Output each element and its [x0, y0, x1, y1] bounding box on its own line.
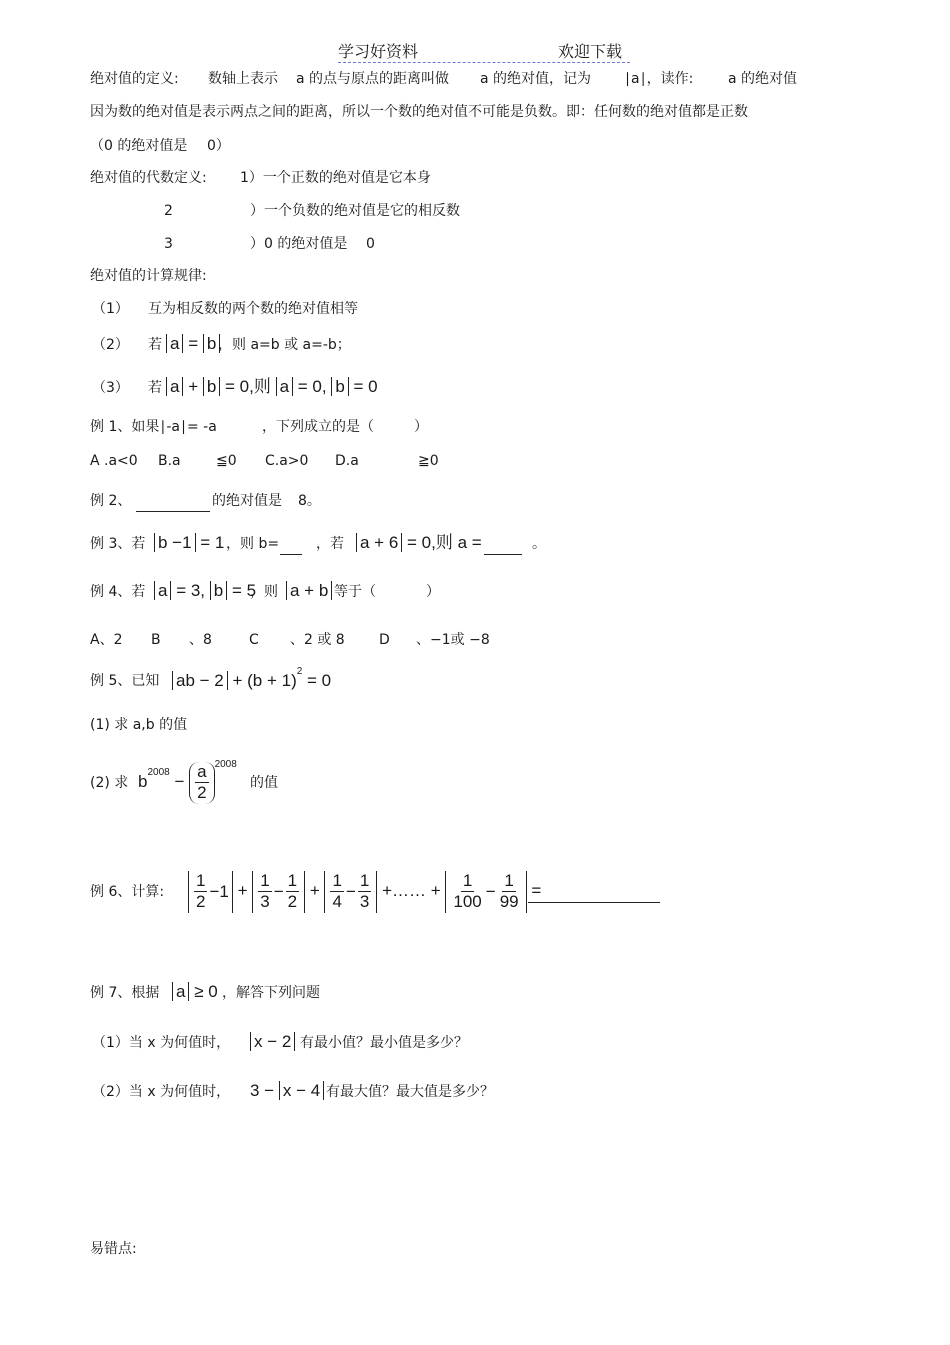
rule-2-formula: a = b [166, 334, 220, 354]
def-label: 绝对值的定义: [90, 71, 179, 87]
ex4-option-b: B [151, 632, 161, 648]
ex7-label: 例 7、根据 [90, 985, 160, 1001]
def-t5: a 的绝对值 [728, 71, 798, 87]
nonnegative-line: 因为数的绝对值是表示两点之间的距离，所以一个数的绝对值不可能是负数。即：任何数的绝对值都是正数 [90, 104, 748, 120]
zero-note-a: （0 的绝对值是 [90, 138, 188, 154]
ex7-formula: a ≥ 0 [172, 982, 218, 1002]
ex3-then: ，则 b= [226, 536, 280, 552]
ex1-question-b: ，下列成立的是（ [262, 419, 374, 435]
alg-item-2: ）一个负数的绝对值是它的相反数 [250, 203, 460, 219]
ex4-label: 例 4、若 [90, 584, 146, 600]
ex2-label: 例 2、 [90, 493, 132, 509]
ex4-option-d: D [379, 632, 390, 648]
def-t4: ∣a∣，读作: [624, 71, 694, 87]
rule-2-if: 若 [148, 337, 162, 353]
alg-item-1: 1）一个正数的绝对值是它本身 [240, 170, 431, 186]
ex6-formula: $\frac{1}{2}$ −1 + $\frac{1}{3}$ − $\frac{1}{2}$ + $\frac{1}{4}$ − $\frac{1}{3}$ +…… + $\frac{1}{100}$ − $\frac{1}{99}$ = [188, 867, 541, 915]
ex6-label: 例 6、计算: [90, 884, 165, 900]
ex3-period: 。 [532, 536, 546, 552]
ex5-sub-2-formula: $b^{2008}$ − $\frac{a}{2}$ $^{2008}$ [138, 759, 237, 803]
ex4-then: ，则 [250, 584, 278, 600]
ex1-option-d: D.a [335, 453, 359, 469]
ex4-option-a: A、2 [90, 632, 123, 648]
rule-1-num: （1） [92, 301, 129, 317]
rule-2-then: ，则 a=b 或 a=-b； [218, 337, 351, 353]
header-right: 欢迎下载 [558, 42, 623, 61]
ex6-answer-blank[interactable] [528, 882, 660, 903]
ex1-paren-close: ） [414, 419, 428, 435]
ex4-formula-1: a = 3, b = 5 [154, 581, 256, 601]
ex2-value: 8。 [298, 493, 321, 509]
ex4-paren-close: ） [426, 584, 440, 600]
def-t2: a 的点与原点的距离叫做 [296, 71, 450, 87]
ex4-equals: 等于（ [334, 584, 376, 600]
ex1-option-c: C.a>0 [265, 453, 309, 469]
rule-1-text: 互为相反数的两个数的绝对值相等 [148, 301, 358, 317]
ex2-text: 的绝对值是 [212, 493, 282, 509]
ex3-formula-1: b −1 = 1 [154, 533, 224, 553]
rule-2-num: （2） [92, 337, 129, 353]
ex3-formula-2: a + 6 = 0,则 a = [356, 533, 482, 553]
ex4-option-b2: 、8 [189, 632, 212, 648]
zero-note-b: 0） [207, 138, 230, 154]
ex7-q2-a: （2）当 x 为何值时， [92, 1084, 231, 1100]
alg-num-3: 3 [164, 236, 173, 252]
ex5-sub-1: (1) 求 a,b 的值 [90, 717, 188, 733]
header-divider [338, 62, 630, 63]
rule-3-formula: a + b = 0,则 a = 0, b = 0 [166, 377, 378, 397]
ex5-sub-2-b: 的值 [250, 775, 278, 791]
def-t1: 数轴上表示 [208, 71, 278, 87]
def-t3: a 的绝对值，记为 [480, 71, 592, 87]
ex1-option-d2: ≧0 [418, 453, 439, 469]
alg-label: 绝对值的代数定义: [90, 170, 207, 186]
ex7-q2-formula: 3 − x − 4 [250, 1081, 324, 1101]
ex1-option-b2: ≦0 [216, 453, 237, 469]
ex2-blank[interactable] [136, 491, 210, 512]
rule-3-if: 若 [148, 380, 162, 396]
ex7-q1-formula: x − 2 [250, 1032, 295, 1052]
ex3-blank-1[interactable] [280, 534, 302, 555]
ex3-label: 例 3、若 [90, 536, 146, 552]
ex3-blank-2[interactable] [484, 534, 522, 555]
header-left: 学习好资料 [338, 42, 419, 61]
alg-item-3b: 0 [366, 236, 375, 252]
alg-num-2: 2 [164, 203, 173, 219]
ex4-option-c2: 、2 或 8 [290, 632, 345, 648]
ex1-option-b: B.a [158, 453, 181, 469]
ex7-text: ，解答下列问题 [222, 985, 320, 1001]
common-mistakes-label: 易错点: [90, 1241, 137, 1257]
ex1-option-a: A .a<0 [90, 453, 138, 469]
ex4-option-d2: 、−1或 −8 [416, 632, 490, 648]
ex3-if-2: ，若 [316, 536, 344, 552]
ex7-q1-a: （1）当 x 为何值时， [92, 1035, 231, 1051]
ex7-q1-b: 有最小值？最小值是多少？ [300, 1035, 468, 1051]
ex4-formula-2: a + b [286, 581, 332, 601]
ex5-formula: ab − $2 + (b + 1)^2 = 0$ [172, 671, 331, 694]
alg-item-3: ）0 的绝对值是 [250, 236, 348, 252]
ex7-q2-b: 有最大值？最大值是多少？ [326, 1084, 494, 1100]
ex5-label: 例 5、已知 [90, 673, 160, 689]
rules-label: 绝对值的计算规律: [90, 268, 207, 284]
rule-3-num: （3） [92, 380, 129, 396]
ex4-option-c: C [249, 632, 259, 648]
ex1-question: 例 1、如果∣-a∣= -a [90, 419, 217, 435]
ex5-sub-2-a: (2) 求 [90, 775, 129, 791]
